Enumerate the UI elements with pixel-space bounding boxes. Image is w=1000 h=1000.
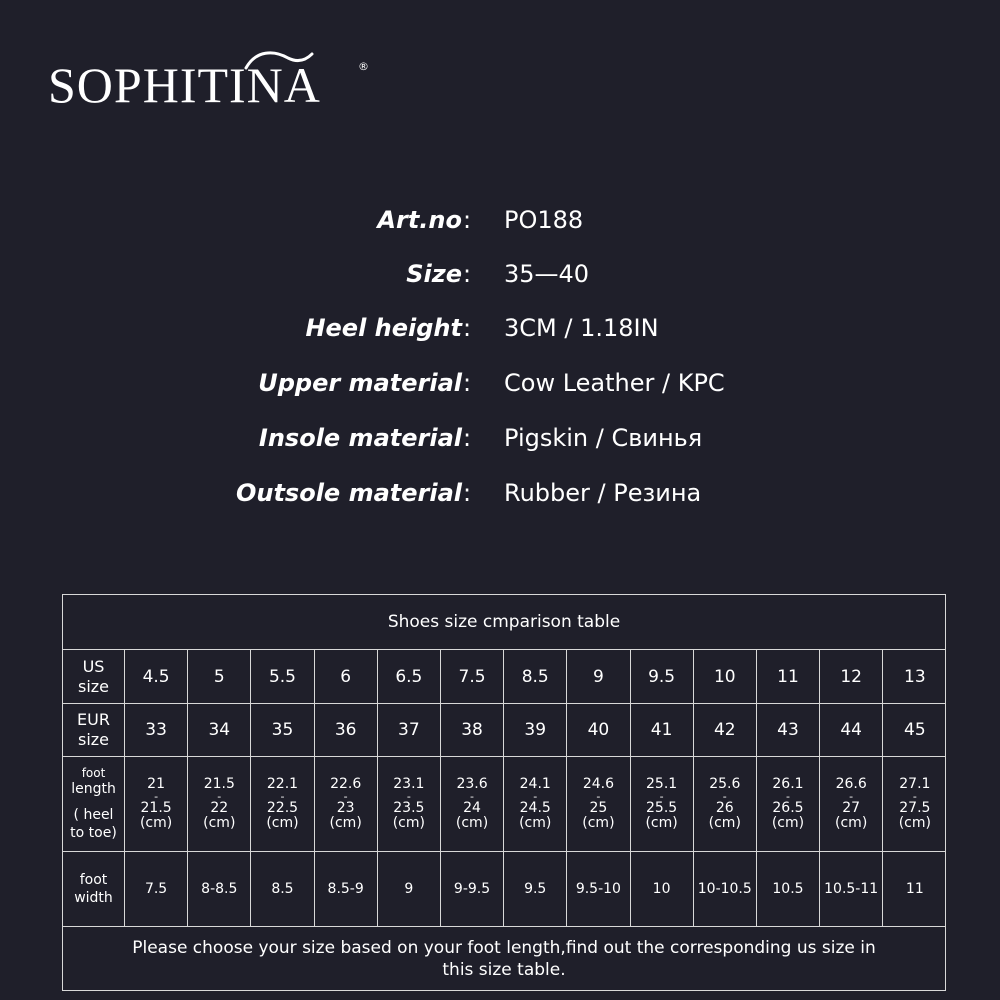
foot-length-unit: (cm) xyxy=(266,815,299,831)
foot-length-unit: (cm) xyxy=(582,815,615,831)
header-line: size xyxy=(77,730,110,749)
foot-length-cell xyxy=(820,757,883,851)
eur-size-cell: 44 xyxy=(820,704,883,756)
eur-size-cell: 38 xyxy=(441,704,504,756)
spec-row-outsole-material xyxy=(0,473,1000,513)
spec-colon: : xyxy=(463,206,472,234)
foot-width-cell: 9 xyxy=(378,852,441,926)
eur-size-cell: 39 xyxy=(504,704,567,756)
foot-length-min: 24.6 xyxy=(582,776,614,792)
us-size-cell: 12 xyxy=(820,650,883,703)
foot-length-cell xyxy=(883,757,946,851)
foot-length-dash: - xyxy=(406,790,411,803)
foot-length-min: 23.1 xyxy=(393,776,425,792)
foot-length-cell xyxy=(315,757,378,851)
spec-colon: : xyxy=(463,260,472,288)
us-size-cell: 4.5 xyxy=(125,650,188,703)
foot-length-min: 24.1 xyxy=(519,776,551,792)
us-size-cell: 11 xyxy=(757,650,820,703)
foot-length-dash: - xyxy=(849,790,854,803)
header-line: US xyxy=(82,656,105,676)
registered-mark: ® xyxy=(358,60,369,73)
foot-length-max: 26.5 xyxy=(772,800,804,816)
eur-size-cell: 45 xyxy=(904,720,926,740)
us-size-header xyxy=(63,650,125,703)
eur-size-cell: 34 xyxy=(188,704,251,756)
foot-length-min: 22.1 xyxy=(266,776,299,792)
spec-row-art-no xyxy=(0,200,1000,240)
eur-size-cell: 37 xyxy=(378,704,441,756)
spec-colon: : xyxy=(463,424,472,452)
spec-label: Insole material xyxy=(258,424,462,452)
foot-length-cell xyxy=(757,757,820,851)
foot-width-cell: 10 xyxy=(631,852,694,926)
eur-size-row xyxy=(63,704,945,757)
foot-width-cell: 9.5-10 xyxy=(567,852,630,926)
header-line: size xyxy=(77,676,110,696)
us-size-cell: 7.5 xyxy=(441,650,504,703)
foot-length-max: 23.5 xyxy=(393,800,425,816)
foot-length-max: 22.5 xyxy=(266,800,299,816)
spec-row-insole-material xyxy=(0,418,1000,458)
brand-logo xyxy=(48,48,378,118)
spec-colon: : xyxy=(463,314,472,342)
foot-length-dash: - xyxy=(470,790,475,803)
spec-row-heel-height xyxy=(0,308,1000,348)
foot-length-min: 21.5 xyxy=(203,776,235,792)
foot-length-dash: - xyxy=(596,790,601,803)
spec-row-upper-material xyxy=(0,363,1000,403)
table-title: Shoes size cmparison table xyxy=(63,595,945,650)
foot-width-cell: 8-8.5 xyxy=(188,852,251,926)
spec-label: Upper material xyxy=(258,369,462,397)
foot-width-cell: 10-10.5 xyxy=(694,852,757,926)
header-line: width xyxy=(74,890,113,906)
foot-length-cell xyxy=(378,757,441,851)
foot-length-max: 24 xyxy=(463,800,481,816)
foot-length-unit: (cm) xyxy=(708,815,741,831)
spec-colon: : xyxy=(463,479,472,507)
spec-label: Art.no xyxy=(377,206,462,234)
foot-length-max: 22 xyxy=(210,800,229,816)
eur-size-cell: 35 xyxy=(251,704,314,756)
foot-length-dash: - xyxy=(722,790,727,803)
us-size-row xyxy=(63,650,945,704)
foot-length-unit: (cm) xyxy=(455,815,489,831)
us-size-cell: 10 xyxy=(694,650,757,703)
us-size-cell: 6 xyxy=(315,650,378,703)
foot-width-cell: 9.5 xyxy=(504,852,567,926)
foot-length-max: 21.5 xyxy=(140,800,172,816)
eur-size-cell: 36 xyxy=(315,704,378,756)
foot-length-unit: (cm) xyxy=(835,815,868,831)
foot-length-unit: (cm) xyxy=(139,815,173,831)
header-line: foot xyxy=(79,872,108,888)
eur-size-cell: 43 xyxy=(757,704,820,756)
spec-value: Cow Leather / KPC xyxy=(504,369,725,397)
foot-length-min: 26.1 xyxy=(772,776,804,792)
foot-length-cell xyxy=(441,757,504,851)
foot-length-dash: - xyxy=(533,790,538,803)
spec-row-size xyxy=(0,254,1000,294)
foot-length-dash: - xyxy=(217,790,222,803)
eur-size-cell: 33 xyxy=(125,704,188,756)
foot-width-row xyxy=(63,852,945,927)
spec-value: PO188 xyxy=(504,206,584,234)
foot-length-min: 21 xyxy=(147,776,165,792)
header-line: ( heel xyxy=(73,807,114,823)
foot-length-max: 26 xyxy=(715,800,734,816)
foot-length-cell xyxy=(567,757,630,851)
foot-length-cell xyxy=(504,757,567,851)
foot-length-header xyxy=(63,757,125,851)
foot-length-unit: (cm) xyxy=(519,815,552,831)
eur-size-cell: 41 xyxy=(631,704,694,756)
foot-length-min: 26.6 xyxy=(835,776,867,792)
foot-length-dash: - xyxy=(912,790,917,803)
spec-label: Heel height xyxy=(305,314,462,342)
us-size-cell: 9 xyxy=(567,650,630,703)
foot-length-unit: (cm) xyxy=(203,815,236,831)
foot-length-dash: - xyxy=(343,790,348,803)
foot-length-max: 25 xyxy=(589,800,608,816)
foot-length-min: 22.6 xyxy=(330,776,362,792)
spec-label: Size xyxy=(406,260,462,288)
foot-width-cell: 10.5-11 xyxy=(820,852,883,926)
foot-length-min: 25.6 xyxy=(709,776,741,792)
header-line: EUR xyxy=(77,710,110,729)
us-size-cell: 13 xyxy=(904,666,926,687)
foot-length-unit: (cm) xyxy=(898,815,931,831)
foot-width-cell: 7.5 xyxy=(125,852,188,926)
foot-length-min: 25.1 xyxy=(646,776,678,792)
header-line: foot xyxy=(81,766,106,780)
foot-length-max: 27.5 xyxy=(899,800,931,816)
foot-length-max: 23 xyxy=(336,800,355,816)
spec-value: Pigskin / Свинья xyxy=(504,424,703,452)
us-size-cell: 6.5 xyxy=(378,650,441,703)
foot-width-cell: 8.5-9 xyxy=(315,852,378,926)
foot-length-cell xyxy=(631,757,694,851)
foot-length-dash: - xyxy=(659,790,664,803)
spec-value: 35—40 xyxy=(504,260,590,288)
foot-width-cell: 10.5 xyxy=(757,852,820,926)
spec-value: 3CM / 1.18IN xyxy=(504,314,659,342)
foot-length-dash: - xyxy=(785,790,790,803)
foot-length-unit: (cm) xyxy=(645,815,678,831)
foot-length-unit: (cm) xyxy=(392,815,425,831)
foot-length-dash: - xyxy=(154,790,159,803)
us-size-cell: 9.5 xyxy=(631,650,694,703)
foot-length-cell xyxy=(251,757,314,851)
foot-length-max: 27 xyxy=(842,800,861,816)
spec-colon: : xyxy=(463,369,472,397)
us-size-cell: 5 xyxy=(188,650,251,703)
eur-size-header xyxy=(63,704,125,756)
eur-size-cell: 40 xyxy=(567,704,630,756)
foot-length-max: 24.5 xyxy=(519,800,551,816)
foot-width-cell: 8.5 xyxy=(251,852,314,926)
foot-length-cell xyxy=(694,757,757,851)
foot-length-row xyxy=(63,757,945,852)
spec-label: Outsole material xyxy=(235,479,462,507)
foot-length-cell xyxy=(188,757,251,851)
us-size-cell: 8.5 xyxy=(504,650,567,703)
foot-length-min: 23.6 xyxy=(456,776,488,792)
us-size-cell: 5.5 xyxy=(251,650,314,703)
foot-length-cell xyxy=(125,757,188,851)
foot-length-min: 27.1 xyxy=(899,776,931,792)
foot-width-header xyxy=(63,852,125,926)
size-advice-note: Please choose your size based on your foot length,find out the corresponding us size in this size table. xyxy=(132,938,876,980)
brand-name: SOPHITINA xyxy=(48,57,321,113)
header-line: length xyxy=(71,781,116,797)
foot-length-dash: - xyxy=(280,790,285,803)
spec-value: Rubber / Резина xyxy=(504,479,702,507)
foot-width-cell: 9-9.5 xyxy=(441,852,504,926)
foot-length-unit: (cm) xyxy=(771,815,805,831)
foot-length-unit: (cm) xyxy=(329,815,362,831)
foot-width-cell: 11 xyxy=(905,881,924,897)
header-line: to toe) xyxy=(70,825,117,841)
size-comparison-table xyxy=(62,594,946,991)
foot-length-max: 25.5 xyxy=(646,800,678,816)
eur-size-cell: 42 xyxy=(694,704,757,756)
